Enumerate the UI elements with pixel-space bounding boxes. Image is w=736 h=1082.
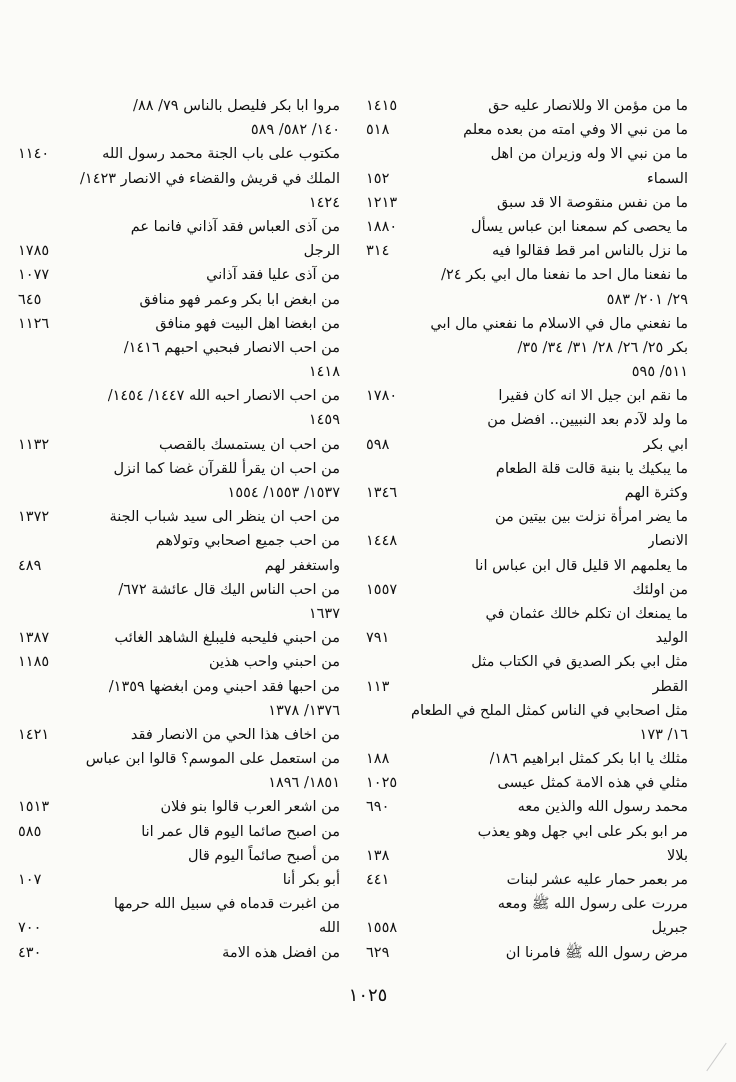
index-entry-line: [18, 239, 340, 263]
index-entry-line: [18, 215, 340, 239]
entry-number: ١٨٨٠: [366, 218, 398, 235]
index-entry-line: [18, 118, 340, 142]
index-entry-line: [18, 360, 340, 384]
entry-text: ١٤٢٤: [308, 194, 340, 211]
index-entry-line: [366, 723, 688, 747]
index-entry-line: [18, 481, 340, 505]
entry-text: ١٤١٨: [308, 364, 340, 381]
entry-number: ١٧٨٠: [366, 388, 398, 405]
index-entry-line: [18, 941, 340, 965]
entry-text: من اولئك: [632, 581, 688, 598]
entry-text: من آذى عليا فقد آذاني: [206, 267, 340, 284]
entry-text: ما نقم ابن جيل الا انه كان فقيرا: [498, 388, 688, 405]
entry-text: السماء: [646, 170, 688, 187]
entry-number: ٣١٤: [366, 243, 390, 260]
index-entry-line: [366, 747, 688, 771]
index-entry-line: [18, 433, 340, 457]
entry-number: ٧٠٠: [18, 920, 42, 937]
index-entry-line: [366, 795, 688, 819]
entry-text: ١٤٠/ ٥٨٢/ ٥٨٩: [250, 122, 340, 139]
index-entry-line: [366, 941, 688, 965]
entry-text: مر بعمر حمار عليه عشر لبنات: [506, 872, 688, 888]
index-entry-line: [18, 723, 340, 747]
entry-text: من احب الانصار فبحبي احبهم ١٤١٦/: [123, 339, 340, 356]
index-entry-line: [366, 844, 688, 868]
index-entry-line: [366, 360, 688, 384]
index-entry-line: [366, 820, 688, 844]
entry-number: ١٣٧٢: [18, 509, 50, 526]
entry-text: ١٣٧٦/ ١٣٧٨: [268, 702, 340, 719]
index-entry-line: [18, 771, 340, 795]
index-entry-line: [18, 457, 340, 481]
entry-text: من اغبرت قدماه في سبيل الله حرمها: [113, 896, 340, 913]
entry-text: من احب جميع اصحابي وتولاهم: [155, 533, 340, 550]
index-entry-line: [366, 505, 688, 529]
index-entry-line: [18, 167, 340, 191]
entry-text: ما يعلمهم الا قليل قال ابن عباس انا: [475, 557, 688, 574]
entry-number: ٧٩١: [366, 630, 390, 647]
entry-text: ما ولد لآدم بعد النبيين.. افضل من: [487, 412, 688, 429]
entry-text: من اصبح صائما اليوم قال عمر انا: [141, 823, 340, 840]
index-entry-line: [18, 408, 340, 432]
entry-number: ١٨٨: [366, 751, 390, 768]
entry-number: ١٤٤٨: [366, 533, 398, 550]
entry-text: ما نفعني مال في الاسلام ما نفعني مال ابي: [430, 315, 688, 332]
index-entry-line: [18, 529, 340, 553]
entry-number: ٥١٨: [366, 122, 390, 139]
left-index-column: [18, 94, 340, 965]
entry-text: الانصار: [647, 533, 688, 550]
index-entry-line: [18, 795, 340, 819]
entry-text: من ابغض ابا بكر وعمر فهو منافق: [139, 291, 340, 308]
entry-number: ١٠٧: [18, 872, 42, 888]
entry-text: ما من نبي الا وفي امته من بعده معلم: [463, 122, 688, 139]
entry-text: ١٦٣٧: [308, 605, 340, 622]
index-entry-line: [366, 675, 688, 699]
entry-number: ٦٢٩: [366, 944, 390, 961]
entry-text: من احب ان ينظر الى سيد شباب الجنة: [109, 509, 340, 526]
entry-number: ١٥٢: [366, 170, 390, 187]
index-entry-line: [366, 650, 688, 674]
entry-text: من افضل هذه الامة: [222, 944, 340, 961]
index-entry-line: [366, 384, 688, 408]
entry-text: من احب ان يستمسك بالقصب: [158, 436, 340, 453]
entry-text: وكثرة الهم: [624, 485, 688, 501]
entry-number: ١١٨٥: [18, 654, 50, 671]
entry-text: من احب الانصار احبه الله ١٤٤٧/ ١٤٥٤/: [107, 388, 340, 405]
entry-number: ٤٣٠: [18, 944, 42, 961]
entry-text: من استعمل على الموسم؟ قالوا ابن عباس: [85, 751, 340, 768]
index-entry-line: [18, 94, 340, 118]
index-entry-line: [18, 384, 340, 408]
index-entry-line: [366, 554, 688, 578]
entry-number: ٦٤٥: [18, 291, 42, 308]
index-entry-line: [366, 481, 688, 505]
entry-text: من اخاف هذا الحي من الانصار فقد: [130, 726, 340, 743]
entry-text: مثلك يا ابا بكر كمثل ابراهيم ١٨٦/: [489, 751, 688, 768]
entry-text: الرجل: [303, 243, 340, 260]
entry-text: الله: [318, 920, 340, 937]
index-entry-line: [366, 94, 688, 118]
index-entry-line: [366, 118, 688, 142]
entry-text: واستغفر لهم: [264, 557, 340, 574]
entry-text: ما يبكيك يا بنية قالت قلة الطعام: [495, 460, 688, 477]
index-entry-line: [18, 650, 340, 674]
scan-mark: [706, 1043, 726, 1071]
index-entry-line: [18, 820, 340, 844]
index-entry-line: [366, 336, 688, 360]
entry-text: مر ابو بكر على ابي جهل وهو يعذب: [477, 823, 688, 840]
index-entry-line: [18, 892, 340, 916]
index-entry-line: [366, 312, 688, 336]
index-entry-line: [18, 336, 340, 360]
entry-text: ابي بكر: [643, 436, 688, 453]
index-entry-line: [366, 288, 688, 312]
index-entry-line: [366, 699, 688, 723]
entry-number: ٤٨٩: [18, 557, 42, 574]
entry-text: ما يمنعك ان تكلم خالك عثمان في: [485, 605, 688, 622]
entry-number: ١٣٤٦: [366, 485, 398, 501]
entry-text: مروا ابا بكر فليصل بالناس ٧٩/ ٨٨/: [133, 98, 340, 114]
entry-number: ٥٩٨: [366, 436, 390, 453]
index-entry-line: [366, 892, 688, 916]
entry-text: القطر: [652, 678, 688, 695]
index-entry-line: [18, 868, 340, 892]
entry-number: ١٥٥٧: [366, 581, 398, 598]
entry-text: مررت على رسول الله ﷺ ومعه: [497, 896, 688, 913]
entry-number: ١٣٨: [366, 847, 390, 864]
index-entry-line: [18, 844, 340, 868]
entry-text: الوليد: [655, 630, 688, 647]
entry-text: بكر ٢٥/ ٢٦/ ٢٨/ ٣١/ ٣٤/ ٣٥/: [517, 339, 688, 356]
index-entry-line: [366, 167, 688, 191]
entry-number: ١٠٧٧: [18, 267, 50, 284]
entry-text: ١٥٣٧/ ١٥٥٣/ ١٥٥٤: [227, 485, 340, 501]
index-entry-line: [18, 699, 340, 723]
entry-text: مثلي في هذه الامة كمثل عيسى: [497, 775, 688, 792]
entry-text: من احب الناس اليك قال عائشة ٦٧٢/: [118, 581, 340, 598]
index-entry-line: [366, 457, 688, 481]
entry-text: الملك في قريش والقضاء في الانصار ١٤٢٣/: [80, 170, 340, 187]
entry-number: ١٢١٣: [366, 194, 398, 211]
index-entry-line: [366, 868, 688, 892]
entry-text: ١٤٥٩: [308, 412, 340, 429]
entry-text: ١٨٥١/ ١٨٩٦: [268, 775, 340, 792]
entry-text: ما من نفس منقوصة الا قد سبق: [496, 194, 688, 211]
entry-number: ١١٤٠: [18, 146, 50, 163]
entry-text: بلالا: [667, 847, 688, 864]
entry-number: ١٤٢١: [18, 726, 50, 743]
index-entry-line: [18, 505, 340, 529]
index-entry-line: [366, 602, 688, 626]
entry-text: ما يضر امرأة نزلت بين بيتين من: [494, 509, 688, 526]
index-entry-line: [366, 578, 688, 602]
entry-text: ما يحصى كم سمعنا ابن عباس يسأل: [471, 218, 688, 235]
index-entry-line: [366, 142, 688, 166]
entry-text: مثل ابي بكر الصديق في الكتاب مثل: [471, 654, 688, 671]
entry-text: مرض رسول الله ﷺ فامرنا ان: [505, 944, 688, 961]
index-entry-line: [18, 263, 340, 287]
index-entry-line: [366, 771, 688, 795]
entry-text: من احبني واحب هذين: [208, 654, 340, 671]
entry-text: من احبني فليحبه فليبلغ الشاهد الغائب: [114, 630, 340, 647]
entry-text: ما نزل بالناس امر قط فقالوا فيه: [492, 243, 688, 260]
index-entry-line: [366, 215, 688, 239]
entry-number: ١٥٥٨: [366, 920, 398, 937]
index-entry-line: [366, 529, 688, 553]
index-entry-line: [18, 602, 340, 626]
entry-number: ٥٨٥: [18, 823, 42, 840]
entry-text: ١٦/ ١٧٣: [639, 726, 688, 743]
entry-number: ١١٣: [366, 678, 390, 695]
entry-text: من ابغضا اهل البيت فهو منافق: [155, 315, 340, 332]
index-entry-line: [18, 554, 340, 578]
index-entry-line: [18, 916, 340, 940]
entry-number: ١٤١٥: [366, 98, 398, 114]
index-entry-line: [18, 626, 340, 650]
index-entry-line: [366, 408, 688, 432]
right-index-column: [366, 94, 688, 965]
index-entry-line: [366, 626, 688, 650]
entry-number: ٤٤١: [366, 872, 390, 888]
page-number: ١٠٢٥: [348, 985, 388, 1006]
entry-text: من آذى العباس فقد آذاني فانما عم: [130, 218, 340, 235]
entry-text: ٥١١/ ٥٩٥: [631, 364, 688, 381]
index-entry-line: [18, 142, 340, 166]
entry-number: ٦٩٠: [366, 799, 390, 816]
entry-text: جبريل: [651, 920, 688, 937]
entry-number: ١٧٨٥: [18, 243, 50, 260]
entry-number: ١١٢٦: [18, 315, 50, 332]
index-entry-line: [366, 433, 688, 457]
entry-text: ما من مؤمن الا وللانصار عليه حق: [488, 98, 688, 114]
entry-number: ١٣٨٧: [18, 630, 50, 647]
entry-text: من احب ان يقرأ للقرآن غضا كما انزل: [113, 460, 340, 477]
entry-text: مثل اصحابي في الناس كمثل الملح في الطعام: [411, 702, 688, 719]
index-entry-line: [18, 288, 340, 312]
index-entry-line: [366, 191, 688, 215]
entry-text: من أصبح صائماً اليوم قال: [187, 847, 340, 864]
index-entry-line: [18, 312, 340, 336]
entry-text: ٢٩/ ٢٠١/ ٥٨٣: [606, 291, 688, 308]
entry-text: أبو بكر أنا: [282, 872, 340, 888]
entry-text: ما من نبي الا وله وزيران من اهل: [490, 146, 688, 163]
index-entry-line: [18, 191, 340, 215]
index-entry-line: [366, 916, 688, 940]
index-entry-line: [18, 675, 340, 699]
index-entry-line: [18, 578, 340, 602]
index-entry-line: [366, 239, 688, 263]
entry-number: ١١٣٢: [18, 436, 50, 453]
entry-text: من احبها فقد احبني ومن ابغضها ١٣٥٩/: [108, 678, 340, 695]
index-entry-line: [366, 263, 688, 287]
index-entry-line: [18, 747, 340, 771]
entry-text: محمد رسول الله والذين معه: [517, 799, 688, 816]
entry-number: ١٥١٣: [18, 799, 50, 816]
entry-text: مكتوب على باب الجنة محمد رسول الله: [102, 146, 340, 163]
entry-number: ١٠٢٥: [366, 775, 398, 792]
entry-text: من اشعر العرب قالوا بنو فلان: [160, 799, 340, 816]
entry-text: ما نفعنا مال احد ما نفعنا مال ابي بكر ٢٤/: [441, 267, 688, 284]
